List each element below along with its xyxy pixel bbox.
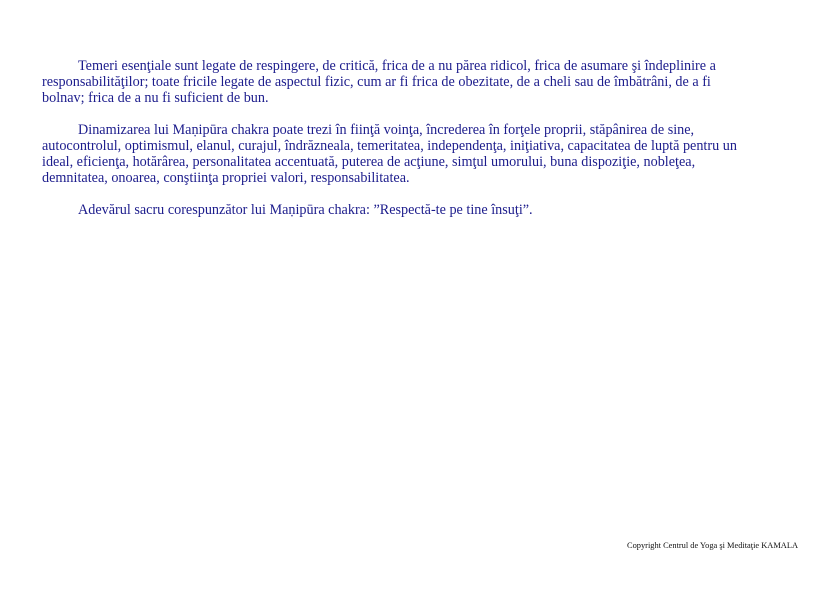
paragraph-fears: Temeri esenţiale sunt legate de respingere, de critică, frica de a nu părea ridicol, frica de asumare şi îndeplinire a responsabilităţilor; toate fricile legate de aspectul fizic, cum ar fi frica de obezitate, de a cheli sau de îmbătrâni, de a fi bolnav; frica de a nu fi suficient de bun. [42, 58, 716, 106]
paragraph-dynamization: Dinamizarea lui Maṇipūra chakra poate trezi în fiinţă voinţa, încrederea în forţele proprii, stăpânirea de sine, autocontrolul, optimismul, elanul, curajul, îndrăzneala, temeritatea, independenţa, iniţiativa, capacitatea de luptă pentru un ideal, eficienţa, hotărârea, personalitatea accentuată, puterea de acţiune, simţul umorului, buna dispoziţie, nobleţea, demnitatea, onoarea, conştiinţa propriei valori, responsabilitatea. [42, 122, 737, 186]
paragraph-sacred-truth: Adevărul sacru corespunzător lui Maṇipūra chakra: ”Respectă-te pe tine însuţi”. [78, 202, 533, 218]
document-body [42, 58, 742, 234]
copyright-footer: Copyright Centrul de Yoga şi Meditaţie KAMALA [627, 541, 798, 550]
